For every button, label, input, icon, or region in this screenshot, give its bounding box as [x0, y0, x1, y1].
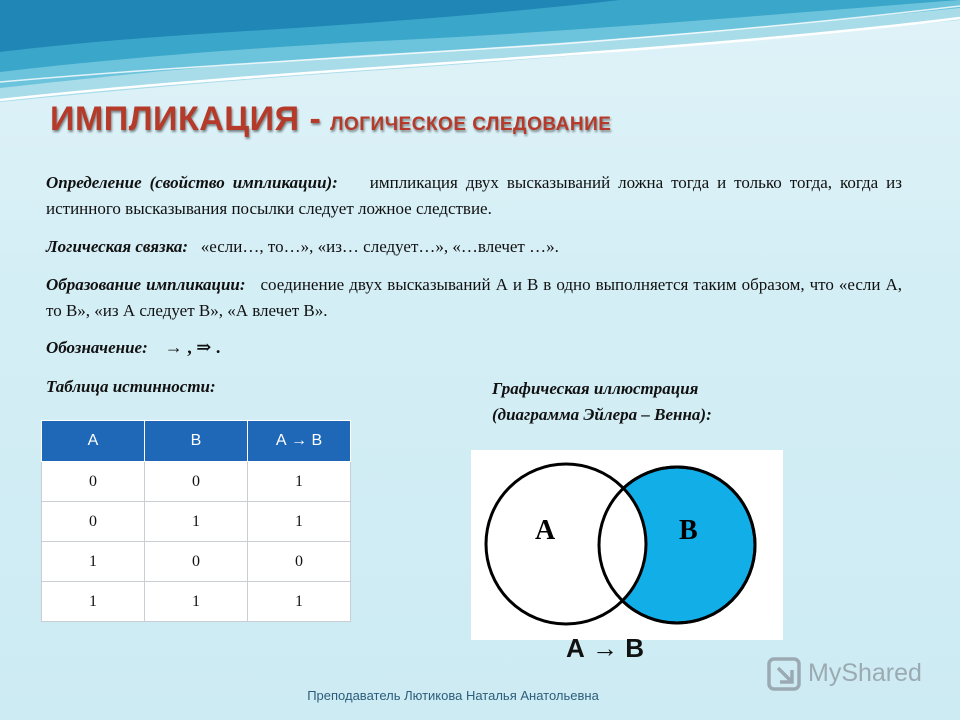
definition-text: импликация двух высказываний ложна тогда и только тогда, когда из истинного высказывания посылки следует ложное следствие.: [46, 173, 902, 218]
venn-label-a: А: [535, 515, 556, 546]
formation-paragraph: [46, 272, 902, 324]
myshared-logo-icon: [766, 656, 804, 694]
truth-table-caption: Таблица истинности:: [46, 377, 216, 396]
myshared-logo: [766, 655, 926, 695]
slide-title: [50, 100, 611, 139]
table-cell: 1: [42, 582, 145, 622]
table-row: [42, 462, 351, 502]
connective-paragraph: [46, 234, 902, 260]
definition-paragraph: [46, 170, 902, 222]
table-cell: 0: [42, 502, 145, 542]
implication-formula: А → В: [566, 633, 644, 663]
table-cell: 1: [248, 502, 351, 542]
table-cell: 0: [42, 462, 145, 502]
diagram-caption: [492, 376, 712, 428]
table-row: [42, 542, 351, 582]
decorative-waves: [0, 0, 960, 110]
truth-table-header-row: [42, 421, 351, 462]
author-footer: Преподаватель Лютикова Наталья Анатольевна: [307, 688, 599, 703]
header-b: В: [145, 421, 248, 462]
venn-diagram: [471, 450, 783, 640]
table-cell: 0: [248, 542, 351, 582]
notation-paragraph: [46, 334, 902, 361]
definition-label: Определение (свойство импликации):: [46, 173, 338, 192]
table-cell: 1: [145, 502, 248, 542]
table-cell: 0: [145, 542, 248, 582]
venn-label-b: В: [679, 515, 698, 546]
table-cell: 1: [145, 582, 248, 622]
header-implication: А → В: [248, 421, 351, 462]
table-cell: 1: [248, 582, 351, 622]
connective-label: Логическая связка:: [46, 237, 189, 256]
connective-text: «если…, то…», «из… следует…», «…влечет …».: [200, 237, 559, 256]
notation-label: Обозначение:: [46, 338, 148, 357]
truth-table: [41, 420, 351, 622]
title-main: ИМПЛИКАЦИЯ -: [50, 100, 322, 138]
formation-text: соединение двух высказываний А и В в одно выполняется таким образом, что «если А, то В», «из А следует В», «А влечет В».: [46, 275, 902, 320]
diagram-caption-line2: (диаграмма Эйлера – Венна):: [492, 405, 712, 424]
table-cell: 1: [248, 462, 351, 502]
venn-svg: [471, 450, 783, 640]
formation-label: Образование импликации:: [46, 275, 246, 294]
title-subtitle: ЛОГИЧЕСКОЕ СЛЕДОВАНИЕ: [330, 114, 612, 135]
notation-symbols: → , ⇒ .: [164, 337, 221, 357]
myshared-logo-text: MyShared: [808, 659, 922, 687]
header-a: А: [42, 421, 145, 462]
diagram-caption-line1: Графическая иллюстрация: [492, 379, 699, 398]
table-cell: 0: [145, 462, 248, 502]
table-cell: 1: [42, 542, 145, 582]
table-row: [42, 582, 351, 622]
table-row: [42, 502, 351, 542]
